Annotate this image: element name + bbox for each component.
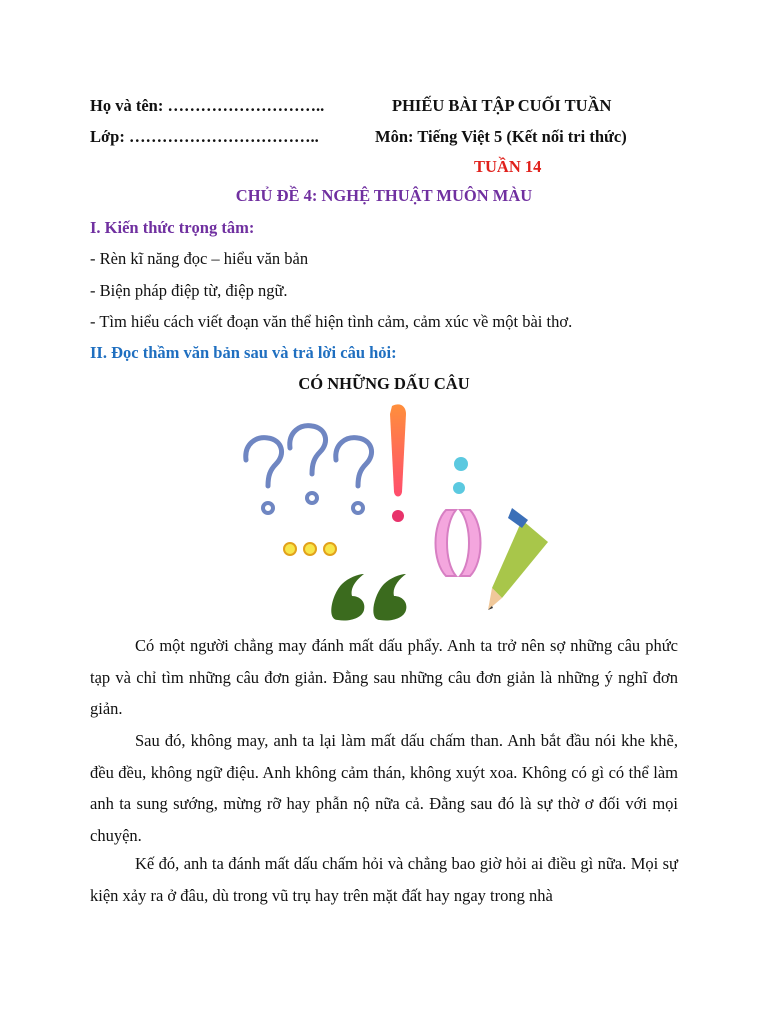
section1-heading: I. Kiến thức trọng tâm: (90, 218, 255, 237)
section1-item: - Tìm hiểu cách viết đoạn văn thể hiện tình cảm, cảm xúc về một bài thơ. (90, 312, 573, 331)
sheet-title: PHIẾU BÀI TẬP CUỐI TUẦN (392, 96, 612, 115)
story-title: CÓ NHỮNG DẤU CÂU (298, 374, 470, 393)
story-paragraph: Kế đó, anh ta đánh mất dấu chấm hỏi và chẳng bao giờ hỏi ai điều gì nữa. Mọi sự kiện xảy ra ở đâu, dù trong vũ trụ hay trên mặt đất hay ngay trong nhà (90, 854, 678, 905)
question-dots (263, 493, 363, 513)
section1-item: - Rèn kĩ năng đọc – hiểu văn bản (90, 249, 309, 268)
colon-icon (453, 457, 468, 494)
section1-item: - Biện pháp điệp từ, điệp ngữ. (90, 281, 288, 300)
section2-heading: II. Đọc thầm văn bản sau và trả lời câu hỏi: (90, 343, 397, 362)
class-field-label: Lớp: …………………………….. (90, 127, 319, 146)
week-label: TUẦN 14 (474, 157, 542, 176)
exclamation-mark-icon (390, 404, 406, 522)
ellipsis-icon (284, 543, 336, 555)
punctuation-marks-illustration (230, 398, 550, 626)
story-paragraph: Sau đó, không may, anh ta lại làm mất dấu chấm than. Anh bắt đầu nói khe khẽ, đều đều, không ngữ điệu. Anh không cảm thán, không xuýt xoa. Không có gì có thể làm anh ta sung sướng, mừng rỡ hay phẫn nộ nữa cả. Đằng sau đó là sự thờ ơ đối với mọi chuyện. (90, 731, 678, 845)
parentheses-icon (436, 510, 481, 576)
story-paragraph: Có một người chẳng may đánh mất dấu phẩy. Anh ta trở nên sợ những câu phức tạp và chỉ tìm những câu đơn giản. Đằng sau những câu đơn giản là những ý nghĩ đơn giản. (90, 636, 678, 718)
theme-heading: CHỦ ĐỀ 4: NGHỆ THUẬT MUÔN MÀU (235, 186, 533, 205)
question-marks-icon (246, 426, 372, 486)
quotation-marks-icon (331, 574, 406, 621)
pencil-icon (488, 508, 548, 610)
name-field-label: Họ và tên: ……………………….. (90, 96, 325, 115)
subject-label: Môn: Tiếng Việt 5 (Kết nối tri thức) (375, 127, 627, 146)
